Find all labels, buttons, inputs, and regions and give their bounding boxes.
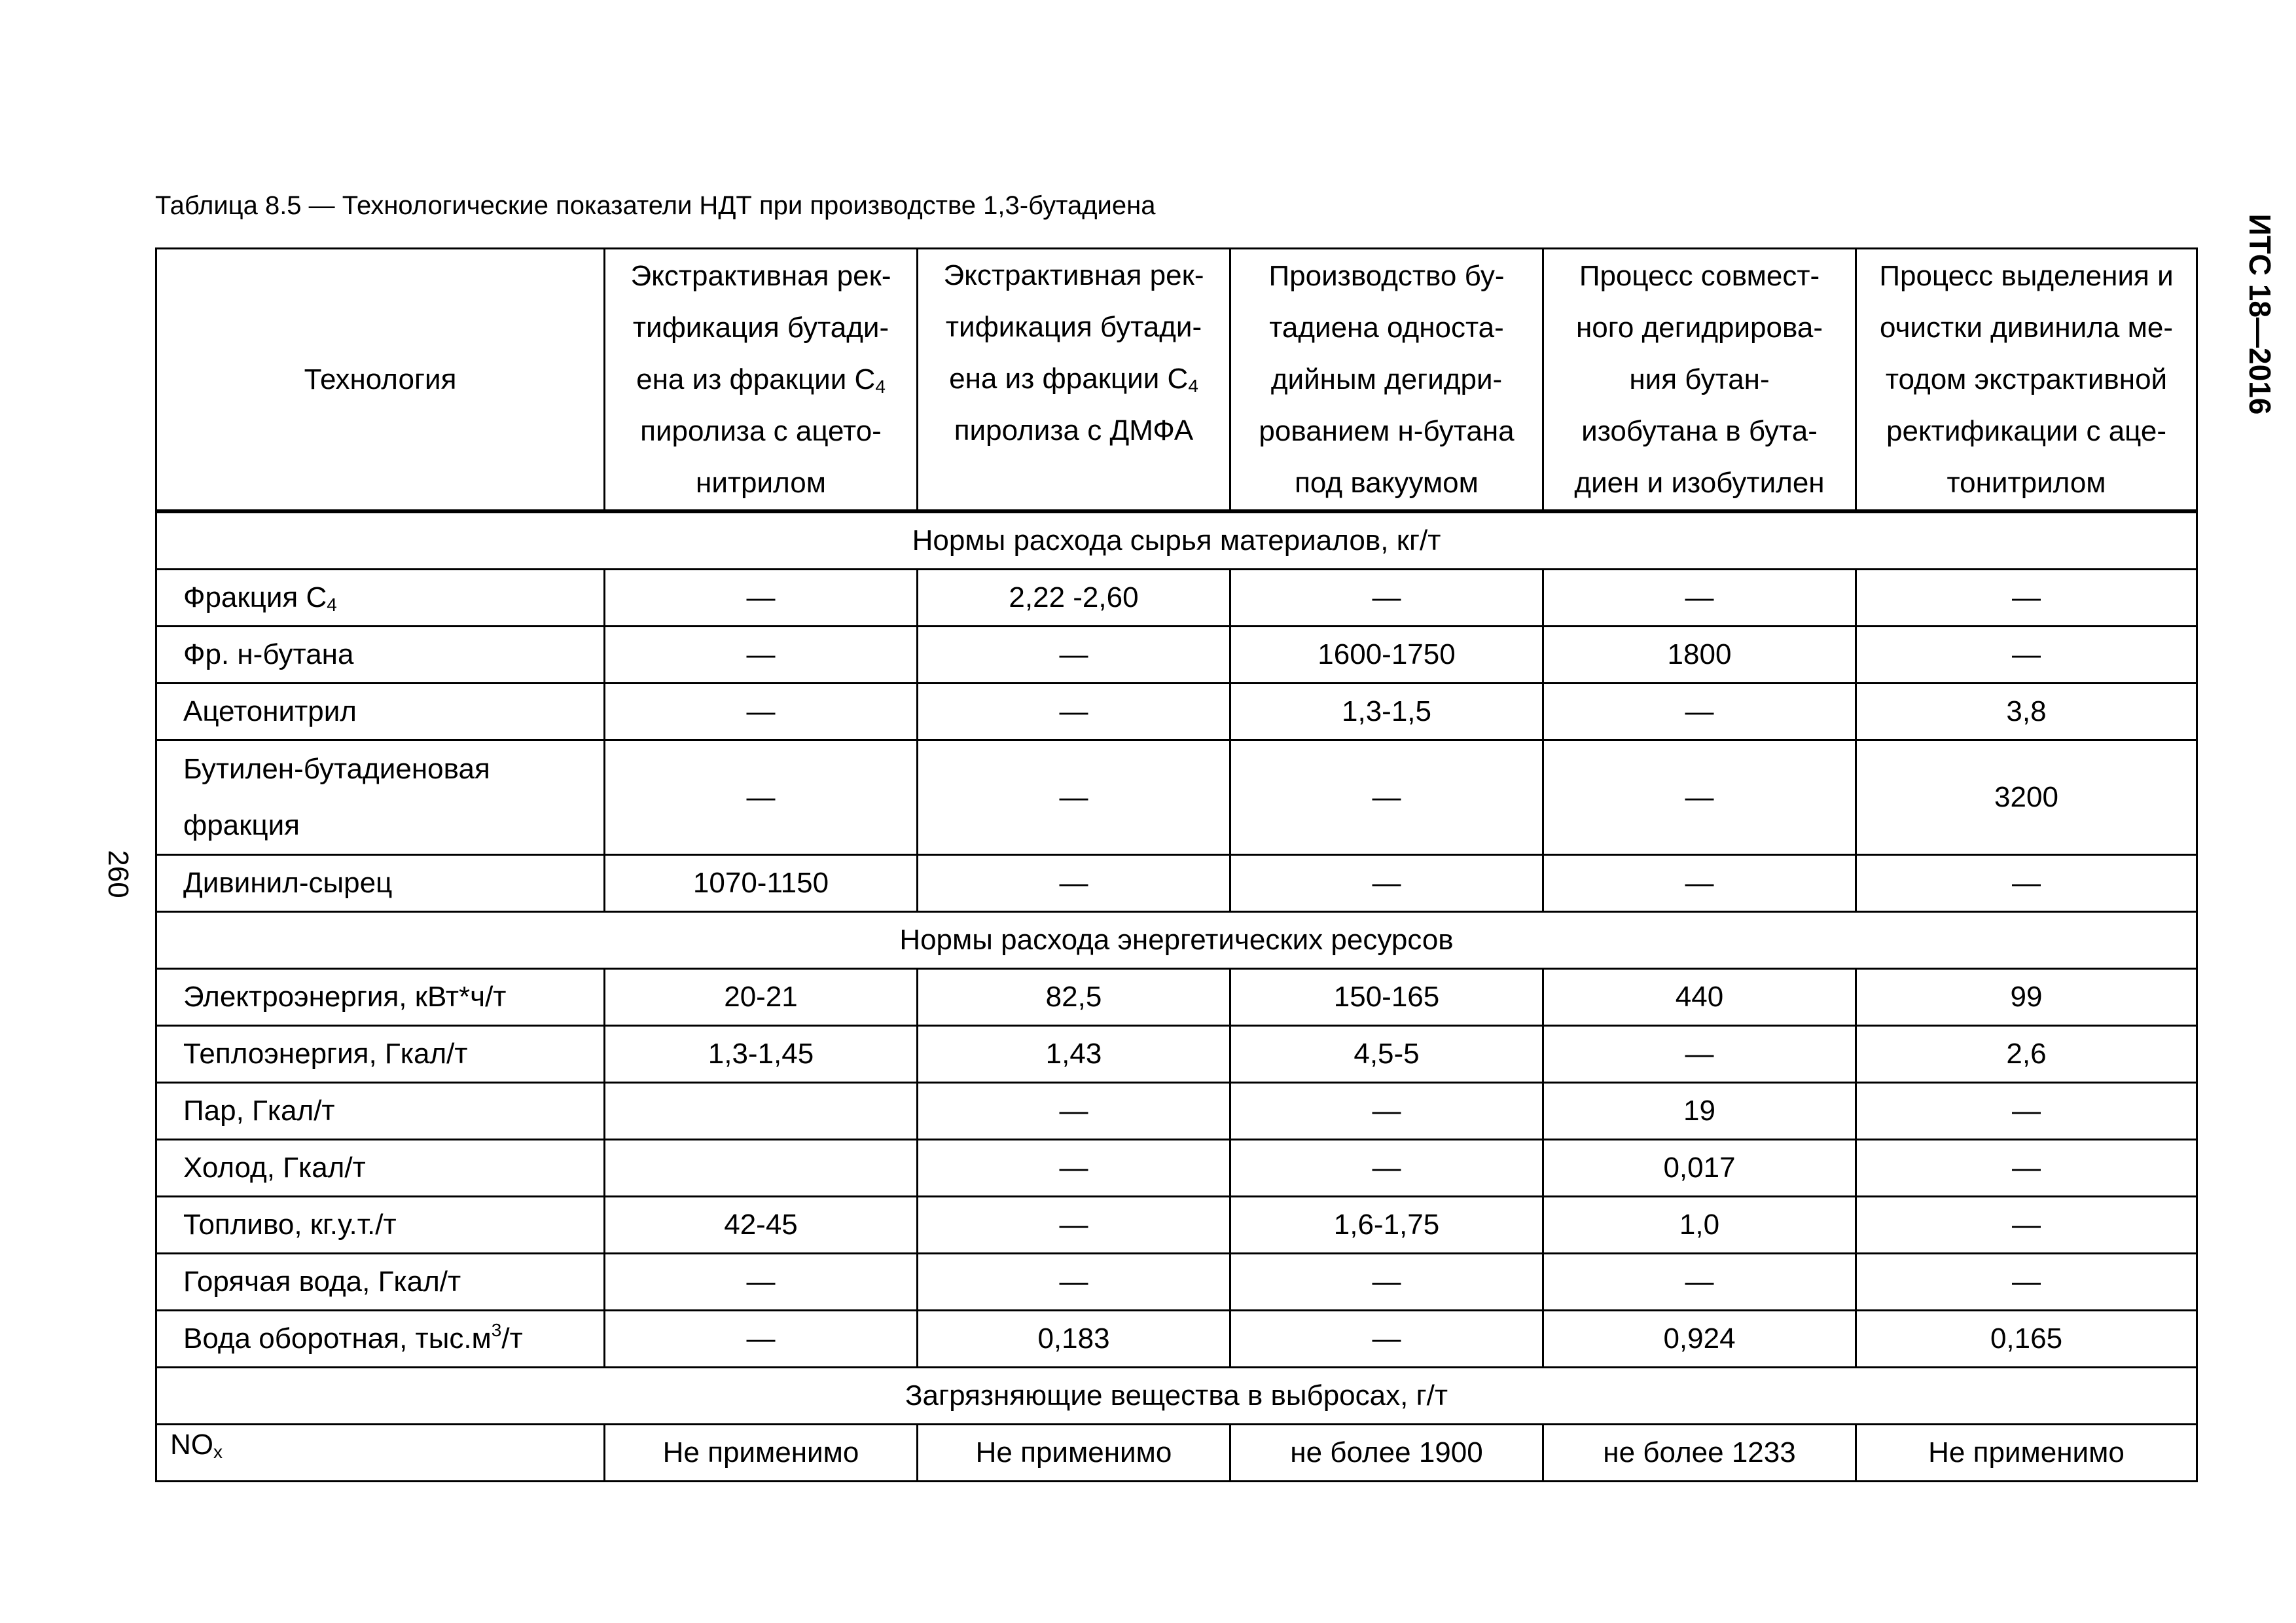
row-name: Фракция $С_4$ <box>156 570 605 627</box>
header-col-5: Процесс выделения и очистки дивинила ме- тодом экстрактивной ректификации с аце- тонитрилом <box>1856 249 2197 512</box>
table-cell: — <box>1856 1197 2197 1254</box>
table-cell: — <box>1856 627 2197 684</box>
table-cell: 1,0 <box>1543 1197 1856 1254</box>
table-cell: 0,017 <box>1543 1140 1856 1197</box>
table-cell: Не применимо <box>605 1425 918 1482</box>
table-cell: 150-165 <box>1230 969 1543 1026</box>
row-name: Пар, Гкал/т <box>156 1083 605 1140</box>
table-row <box>156 1083 2197 1140</box>
table-cell: — <box>605 740 918 855</box>
table-cell <box>605 1083 918 1140</box>
table-cell: — <box>1543 570 1856 627</box>
row-name: Электроэнергия, кВт*ч/т <box>156 969 605 1026</box>
table-cell <box>605 1140 918 1197</box>
header-col-2: Экстрактивная рек- тификация бутади- ена из фракции $С_4$ пиролиза с ДМФА <box>918 249 1230 512</box>
section-title-energy: Нормы расхода энергетических ресурсов <box>156 912 2197 969</box>
table-cell: 2,22 -2,60 <box>918 570 1230 627</box>
table-cell: — <box>1543 740 1856 855</box>
table-cell: 0,165 <box>1856 1311 2197 1368</box>
section-row <box>156 1368 2197 1425</box>
table-cell: не более 1233 <box>1543 1425 1856 1482</box>
table-row <box>156 1311 2197 1368</box>
row-name: Топливо, кг.у.т./т <box>156 1197 605 1254</box>
table-cell: — <box>1543 1026 1856 1083</box>
table-row <box>156 969 2197 1026</box>
table-cell: — <box>1230 855 1543 912</box>
table-cell: — <box>1543 855 1856 912</box>
row-name: Вода оборотная, $тыс.м^3/т$ <box>156 1311 605 1368</box>
table-row <box>156 1197 2197 1254</box>
indicators-table <box>155 247 2198 1482</box>
table-cell: 1,43 <box>918 1026 1230 1083</box>
row-name: $NO_x$ <box>156 1425 605 1482</box>
table-row <box>156 1140 2197 1197</box>
table-cell: 3,8 <box>1856 684 2197 740</box>
table-cell: — <box>1230 1254 1543 1311</box>
table-cell: — <box>605 684 918 740</box>
table-cell: — <box>1543 1254 1856 1311</box>
table-cell: — <box>1856 1140 2197 1197</box>
table-row <box>156 1026 2197 1083</box>
table-row <box>156 740 2197 855</box>
document-code-text: ИТС 18—2016 <box>2243 213 2277 415</box>
table-cell: 2,6 <box>1856 1026 2197 1083</box>
table-cell: 440 <box>1543 969 1856 1026</box>
table-cell: — <box>1856 570 2197 627</box>
table-cell: 0,183 <box>918 1311 1230 1368</box>
header-col-3: Производство бу- тадиена односта- дийным дегидри- рованием н-бутана под вакуумом <box>1230 249 1543 512</box>
table-cell: — <box>1856 855 2197 912</box>
table-cell: 1,3-1,5 <box>1230 684 1543 740</box>
row-name: Горячая вода, Гкал/т <box>156 1254 605 1311</box>
table-cell: — <box>1856 1083 2197 1140</box>
table-cell: 1,6-1,75 <box>1230 1197 1543 1254</box>
section-row <box>156 912 2197 969</box>
table-cell: — <box>918 1197 1230 1254</box>
table-caption: Таблица 8.5 — Технологические показатели НДТ при производстве 1,3-бутадиена <box>155 191 1156 220</box>
table-cell: — <box>918 1254 1230 1311</box>
header-technology: Технология <box>156 249 605 512</box>
table-cell: — <box>1230 570 1543 627</box>
header-col-1: Экстрактивная рек- тификация бутади- ена из фракции $С_4$ пиролиза с ацето- нитрилом <box>605 249 918 512</box>
table-cell: — <box>918 684 1230 740</box>
table-cell: Не применимо <box>918 1425 1230 1482</box>
table-cell: Не применимо <box>1856 1425 2197 1482</box>
table-row <box>156 1254 2197 1311</box>
table-cell: — <box>1230 1083 1543 1140</box>
table-row <box>156 570 2197 627</box>
row-name: Дивинил-сырец <box>156 855 605 912</box>
table-cell: не более 1900 <box>1230 1425 1543 1482</box>
table-row <box>156 627 2197 684</box>
table-cell: 4,5-5 <box>1230 1026 1543 1083</box>
table-cell: — <box>1856 1254 2197 1311</box>
table-cell: 1,3-1,45 <box>605 1026 918 1083</box>
header-col-4: Процесс совмест- ного дегидрирова- ния бутан- изобутана в бута- диен и изобутилен <box>1543 249 1856 512</box>
row-name: Холод, Гкал/т <box>156 1140 605 1197</box>
table-cell: — <box>918 627 1230 684</box>
table-cell: 1070-1150 <box>605 855 918 912</box>
table-cell: 99 <box>1856 969 2197 1026</box>
row-name: Фр. н-бутана <box>156 627 605 684</box>
table-cell: 1800 <box>1543 627 1856 684</box>
table-cell: — <box>1230 1140 1543 1197</box>
table-cell: — <box>605 1254 918 1311</box>
row-name: Теплоэнергия, Гкал/т <box>156 1026 605 1083</box>
table-cell: 19 <box>1543 1083 1856 1140</box>
document-code <box>2237 190 2283 439</box>
table-cell: — <box>1230 740 1543 855</box>
section-title-emissions: Загрязняющие вещества в выбросах, г/т <box>156 1368 2197 1425</box>
table-cell: 1600-1750 <box>1230 627 1543 684</box>
row-name: Бутилен-бутадиеновая фракция <box>156 740 605 855</box>
table-cell: — <box>605 570 918 627</box>
table-cell: — <box>918 855 1230 912</box>
table-cell: — <box>605 627 918 684</box>
table-cell: 82,5 <box>918 969 1230 1026</box>
table-row <box>156 1425 2197 1482</box>
section-row <box>156 511 2197 570</box>
header-row <box>156 249 2197 512</box>
page-number <box>92 845 144 903</box>
table-cell: 3200 <box>1856 740 2197 855</box>
row-name: Ацетонитрил <box>156 684 605 740</box>
table-cell: 42-45 <box>605 1197 918 1254</box>
section-title-materials: Нормы расхода сырья материалов, кг/т <box>156 511 2197 570</box>
table-cell: — <box>918 1140 1230 1197</box>
table-cell: — <box>918 740 1230 855</box>
table-cell: — <box>605 1311 918 1368</box>
table-cell: — <box>1230 1311 1543 1368</box>
table-cell: — <box>918 1083 1230 1140</box>
table-cell: 20-21 <box>605 969 918 1026</box>
table-cell: 0,924 <box>1543 1311 1856 1368</box>
table-row <box>156 684 2197 740</box>
page-number-text: 260 <box>102 850 134 898</box>
table-cell: — <box>1543 684 1856 740</box>
table-row <box>156 855 2197 912</box>
